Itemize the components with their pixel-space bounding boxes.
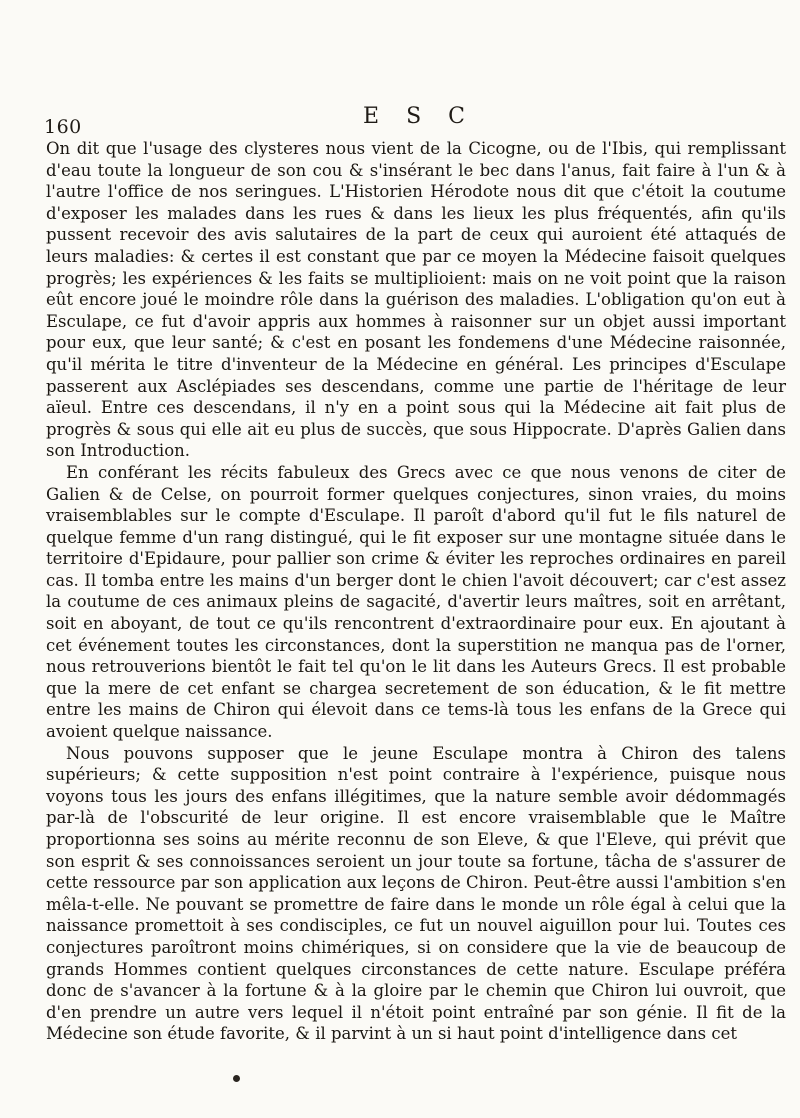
article-text (46, 138, 786, 1045)
paragraph: Nous pouvons supposer que le jeune Esculape montra à Chiron des talens supérieurs; & cette supposition n'est point contraire à l'expérience, puisque nous voyons tous les jours des enfans illégitimes, que la nature semble avoir dédommagés par-là de l'obscurité de leur origine. Il est encore vraisemblable que le Maître proportionna ses soins au mérite reconnu de son Eleve, & que l'Eleve, qui prévit que son esprit & ses connoissances seroient un jour toute sa fortune, tâcha de s'assurer de cette ressource par son application aux leçons de Chiron. Peut-être aussi l'ambition s'en mêla-t-elle. Ne pouvant se promettre de faire dans le monde un rôle égal à celui que la naissance promettoit à ses condisciples, ce fut un nouvel aiguillon pour lui. Toutes ces conjectures paroîtront moins chimériques, si on considere que la vie de beaucoup de grands Hommes contient quelques circonstances de cette nature. Esculape préféra donc de s'avancer à la fortune & à la gloire par le chemin que Chiron lui ouvroit, que d'en prendre un autre vers lequel il n'étoit point entraîné par son génie. Il fit de la Médecine son étude favorite, & il parvint à un si haut point d'intelligence dans cet (46, 743, 786, 1044)
running-head (44, 100, 784, 138)
paragraph: En conférant les récits fabuleux des Grecs avec ce que nous venons de citer de Galien & de Celse, on pourroit former quelques conjectures, sinon vraies, du moins vraisemblables sur le compte d'Esculape. Il paroît d'abord qu'il fut le fils naturel de quelque femme d'un rang distingué, qui le fit exposer sur une montagne située dans le territoire d'Epidaure, pour pallier son crime & éviter les reproches ordinaires en pareil cas. Il tomba entre les mains d'un berger dont le chien l'avoit découvert; car c'est assez la coutume de ces animaux pleins de sagacité, d'avertir leurs maîtres, soit en arrêtant, soit en aboyant, de tout ce qu'ils rencontrent d'extraordinaire pour eux. En ajoutant à cet événement toutes les circonstances, dont la superstition ne manqua pas de l'orner, nous retrouverions bientôt le fait tel qu'on le lit dans les Auteurs Grecs. Il est probable que la mere de cet enfant se chargea secretement de son éducation, & le fit mettre entre les mains de Chiron qui élevoit dans ce tems-là tous les enfans de la Grece qui avoient quelque naissance. (46, 462, 786, 742)
page-number: 160 (44, 116, 82, 138)
ink-dot-mark (233, 1075, 240, 1082)
page-header-title: E S C (363, 104, 475, 129)
paragraph: On dit que l'usage des clysteres nous vient de la Cicogne, ou de l'Ibis, qui remplissant d'eau toute la longueur de son cou & s'insérant le bec dans l'anus, fait faire à l'un & à l'autre l'office de nos seringues. L'Historien Hérodote nous dit que c'étoit la coutume d'exposer les malades dans les rues & dans les lieux les plus fréquentés, afin qu'ils pussent recevoir des avis salutaires de la part de ceux qui auroient été attaqués de leurs maladies: & certes il est constant que par ce moyen la Médecine faisoit quelques progrès; les expériences & les faits se multiplioient: mais on ne voit point que la raison eût encore joué le moindre rôle dans la guérison des maladies. L'obligation qu'on eut à Esculape, ce fut d'avoir appris aux hommes à raisonner sur un objet aussi important pour eux, que leur santé; & c'est en posant les fondemens d'une Médecine raisonnée, qu'il mérita le titre d'inventeur de la Médecine en général. Les principes d'Esculape passerent aux Asclépiades ses descendans, comme une partie de l'héritage de leur aïeul. Entre ces descendans, il n'y en a point sous qui la Médecine ait fait plus de progrès & sous qui elle ait eu plus de succès, que sous Hippocrate. D'après Galien dans son Introduction. (46, 139, 786, 461)
